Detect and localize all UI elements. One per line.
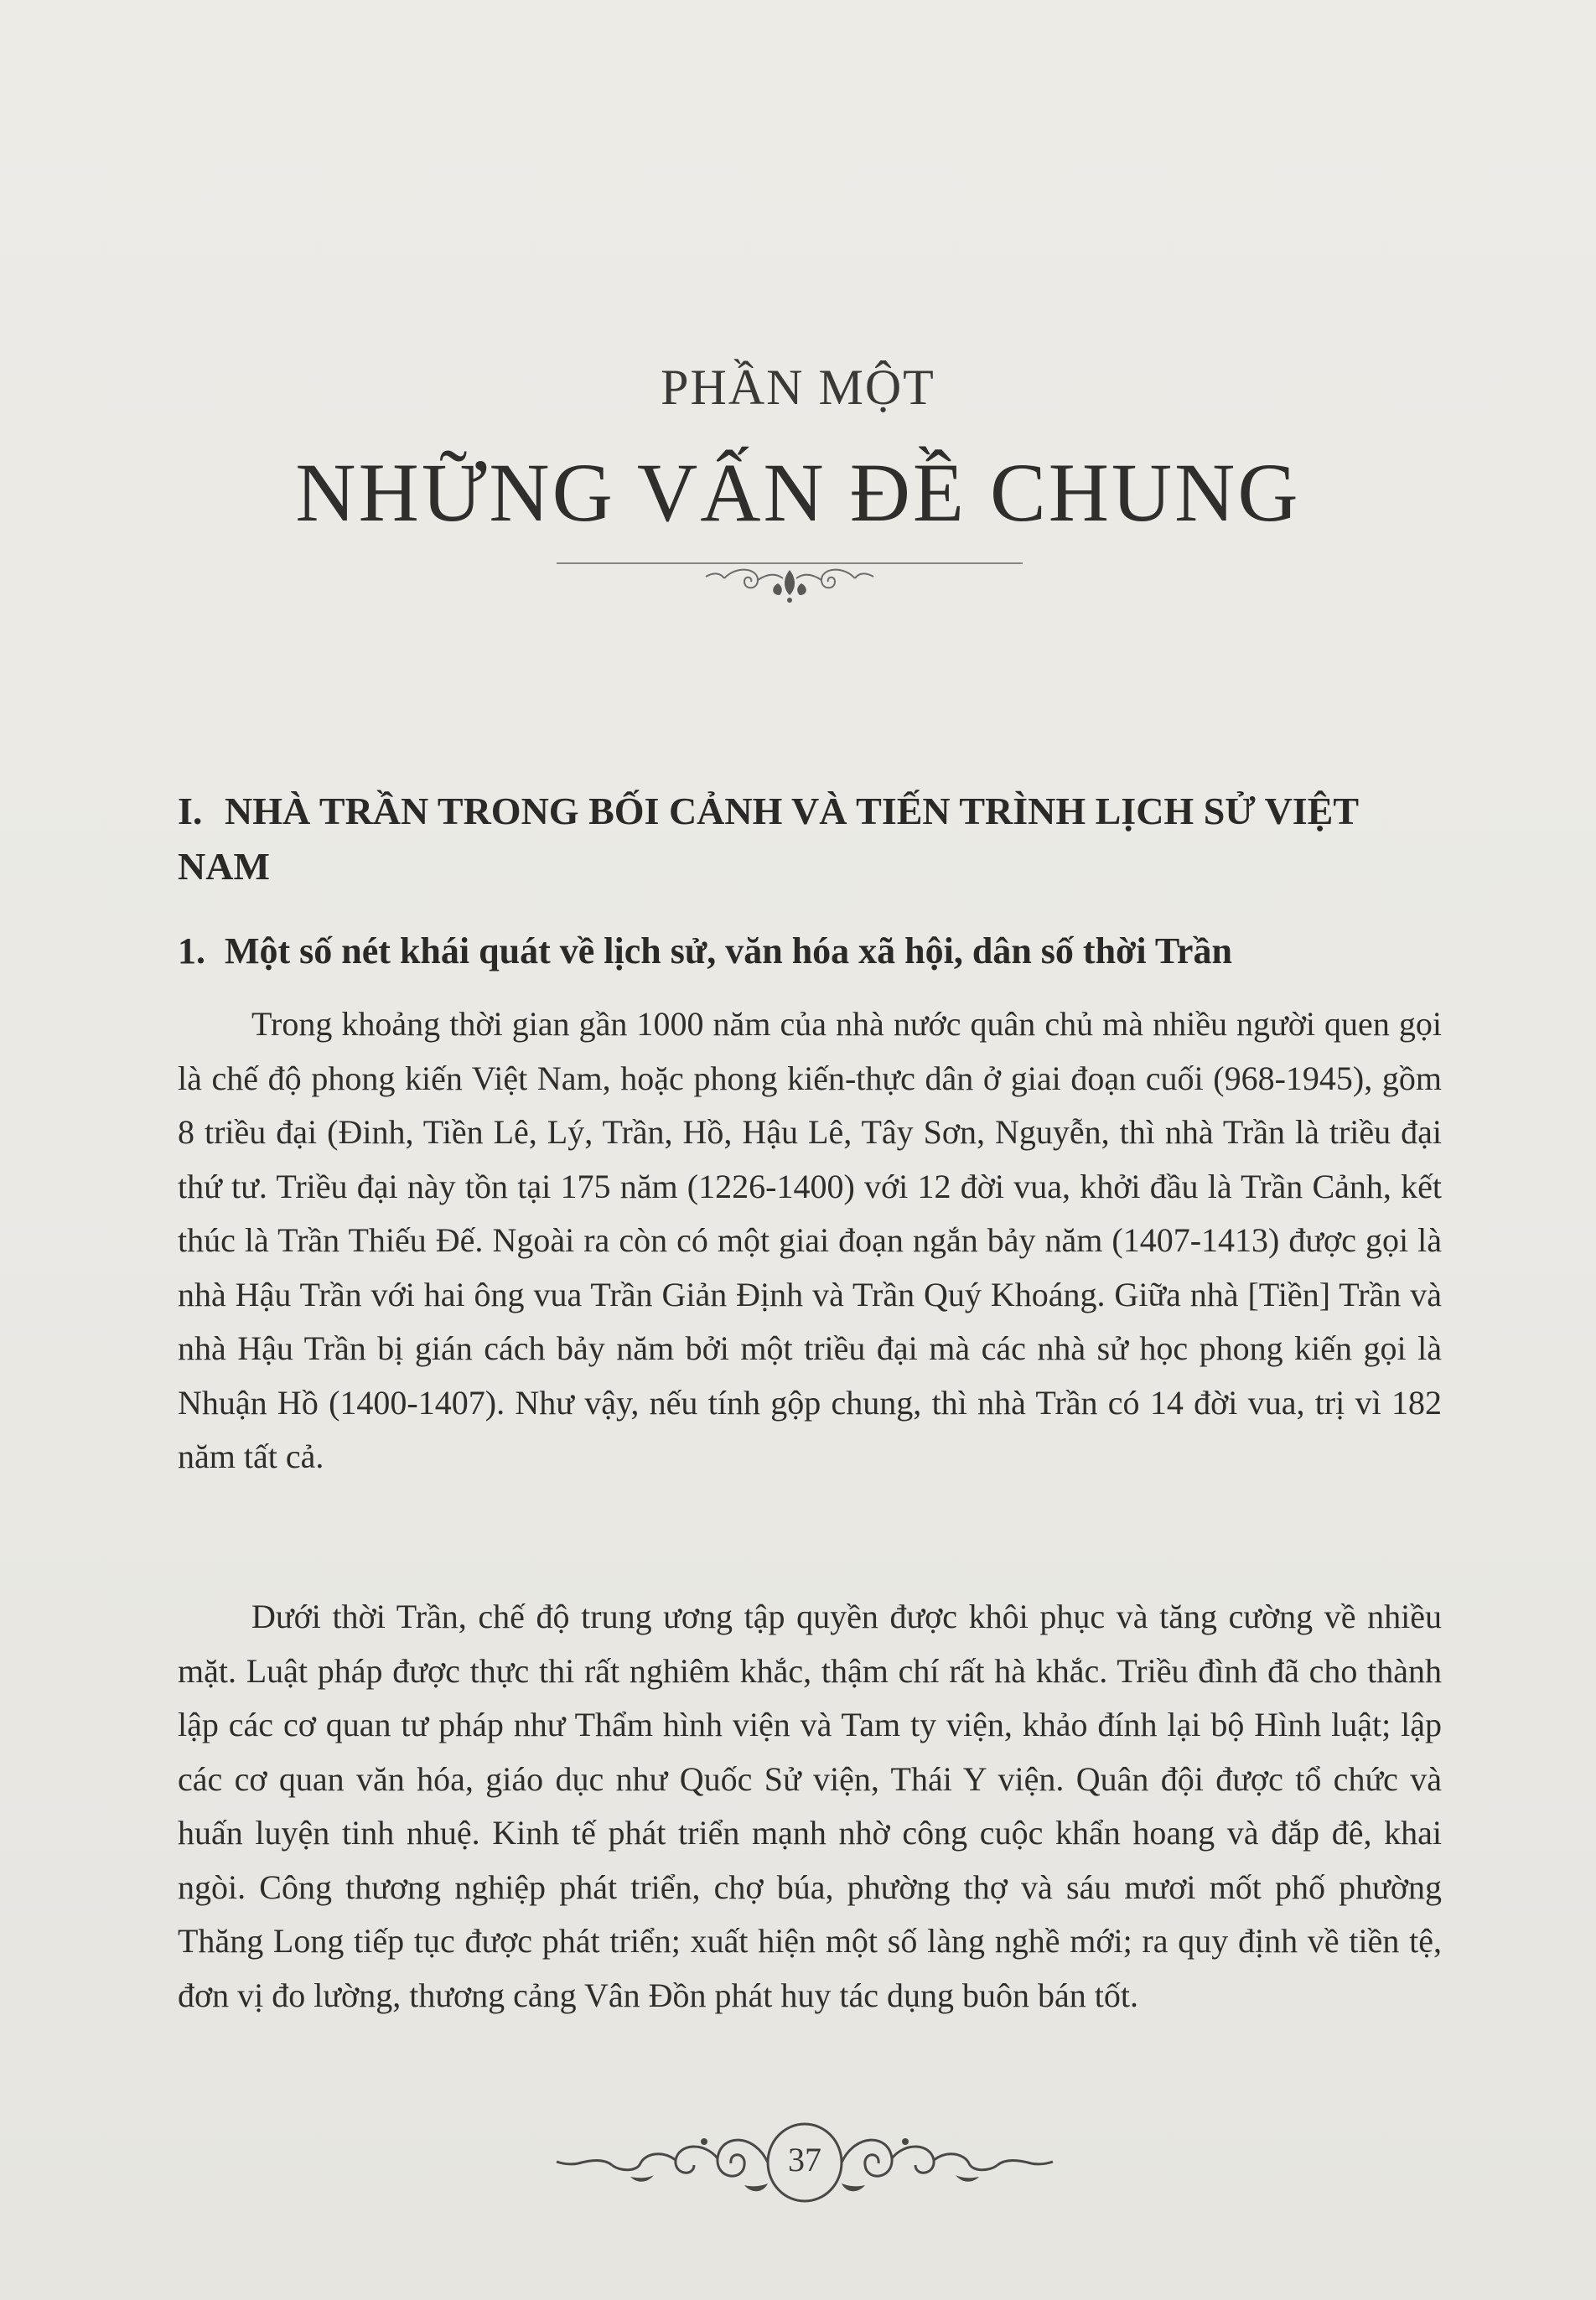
section-title: NHÀ TRẦN TRONG BỐI CẢNH VÀ TIẾN TRÌNH LỊCH SỬ VIỆT NAM: [178, 790, 1359, 888]
part-label: PHẦN MỘT: [661, 360, 935, 415]
subsection-number: 1.: [178, 930, 205, 971]
body-paragraph-1: Trong khoảng thời gian gần 1000 năm của nhà nước quân chủ mà nhiều người quen gọi là chế độ phong kiến Việt Nam, hoặc phong kiến-thực dân ở giai đoạn cuối (968-1945), gồm 8 triều đại (Đinh, Tiền Lê, Lý, Trần, Hồ, Hậu Lê, Tây Sơn, Nguyễn, thì nhà Trần là triều đại thứ tư. Triều đại này tồn tại 175 năm (1226-1400) với 12 đời vua, khởi đầu là Trần Cảnh, kết thúc là Trần Thiếu Đế. Ngoài ra còn có một giai đoạn ngắn bảy năm (1407-1413) được gọi là nhà Hậu Trần với hai ông vua Trần Giản Định và Trần Quý Khoáng. Giữa nhà [Tiền] Trần và nhà Hậu Trần bị gián cách bảy năm bởi một triều đại mà các nhà sử học phong kiến gọi là Nhuận Hồ (1400-1407). Như vậy, nếu tính gộp chung, thì nhà Trần có 14 đời vua, trị vì 182 năm tất cả.: [178, 1005, 1442, 1475]
title-divider-ornament: [557, 545, 1023, 612]
part-title: NHỮNG VẤN ĐỀ CHUNG: [295, 446, 1301, 539]
section-heading: [178, 784, 1452, 894]
subsection-title: Một số nét khái quát về lịch sử, văn hóa xã hội, dân số thời Trần: [225, 930, 1232, 971]
section-number: I.: [178, 790, 203, 832]
body-paragraph-2: Dưới thời Trần, chế độ trung ương tập quyền được khôi phục và tăng cường về nhiều mặt. Luật pháp được thực thi rất nghiêm khắc, thậm chí rất hà khắc. Triều đình đã cho thành lập các cơ quan tư pháp như Thẩm hình viện và Tam ty viện, khảo đính lại bộ Hình luật; lập các cơ quan văn hóa, giáo dục như Quốc Sử viện, Thái Y viện. Quân đội được tổ chức và huấn luyện tinh nhuệ. Kinh tế phát triển mạnh nhờ công cuộc khẩn hoang và đắp đê, khai ngòi. Công thương nghiệp phát triển, chợ búa, phường thợ và sáu mươi mốt phố phường Thăng Long tiếp tục được phát triển; xuất hiện một số làng nghề mới; ra quy định về tiền tệ, đơn vị đo lường, thương cảng Vân Đồn phát huy tác dụng buôn bán tốt.: [178, 1598, 1442, 2014]
subsection-heading: [178, 926, 1452, 976]
page-number: 37: [788, 2141, 821, 2178]
